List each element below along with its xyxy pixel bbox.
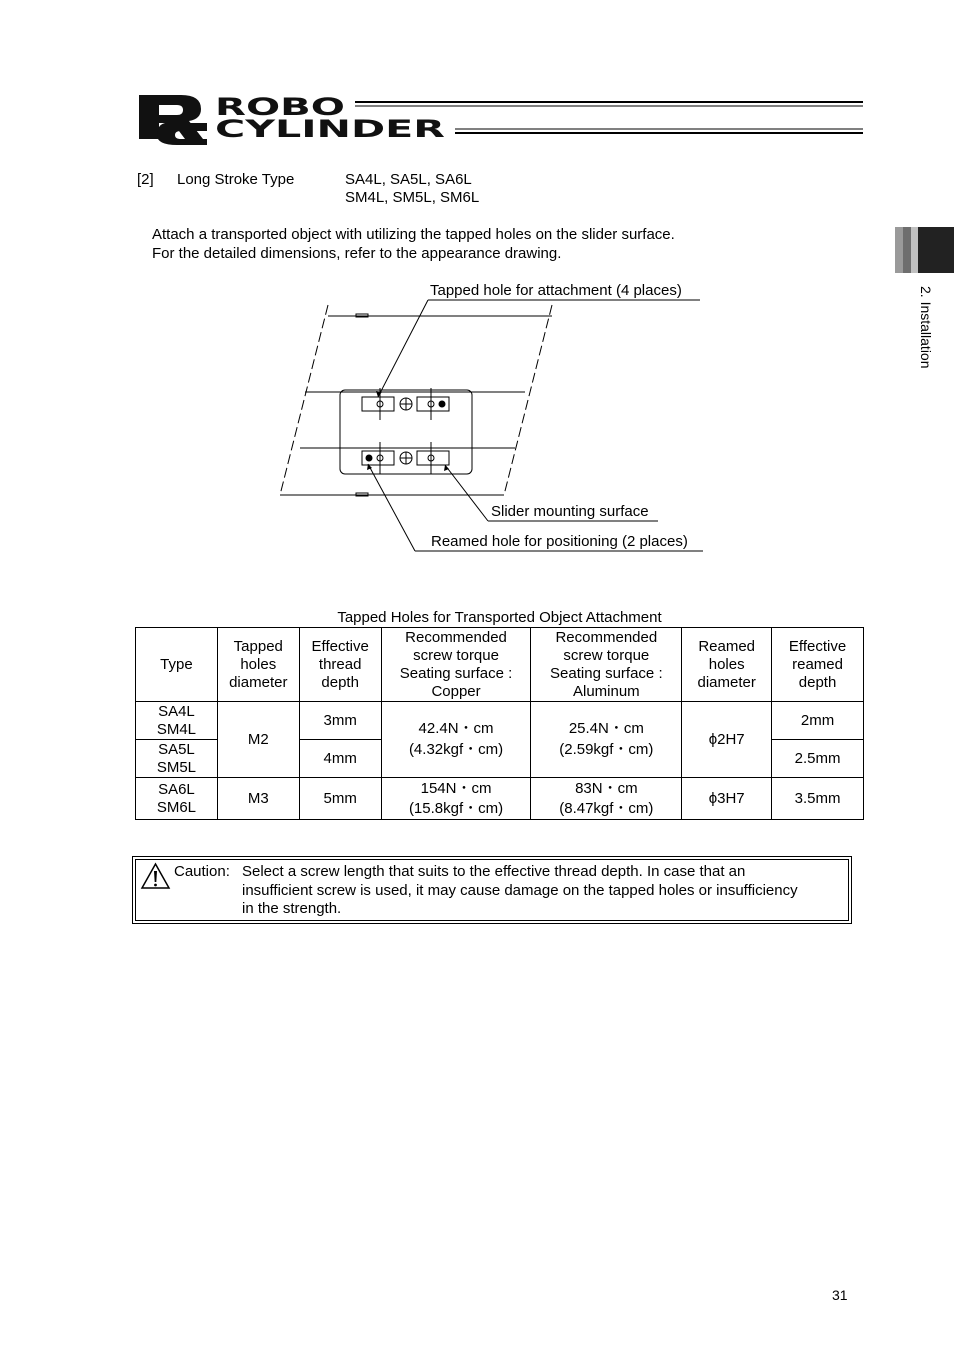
table-caption: Tapped Holes for Transported Object Attachment	[337, 609, 662, 626]
warning-triangle-icon	[140, 862, 171, 890]
page-number: 31	[832, 1287, 848, 1303]
header-thread-depth: Effective thread depth	[299, 628, 381, 702]
section-title: Long Stroke Type	[177, 171, 295, 188]
table-header-row	[136, 628, 864, 702]
robo-cylinder-logo	[137, 93, 865, 145]
caution-text: Select a screw length that suits to the effective thread depth. In case that an insufficient screw is used, it may cause damage on the tapped holes or insufficiency in the strength.	[242, 863, 798, 917]
cell-tapped-diameter: M3	[217, 778, 299, 820]
cell-torque-aluminum: 83N・cm (8.47kgf・cm)	[531, 778, 682, 820]
table-row	[136, 702, 864, 740]
cell-thread-depth: 5mm	[299, 778, 381, 820]
header-torque-copper: Recommended screw torque Seating surface : Copper	[381, 628, 531, 702]
header-reamed-depth: Effective reamed depth	[772, 628, 864, 702]
cell-type: SA4L SM4L	[136, 702, 218, 740]
cell-type: SA6L SM6L	[136, 778, 218, 820]
intro-line2: For the detailed dimensions, refer to the appearance drawing.	[152, 245, 562, 262]
header-tapped-diameter: Tapped holes diameter	[217, 628, 299, 702]
logo-text-robo: ROBO	[215, 93, 345, 121]
cell-torque-copper: 154N・cm (15.8kgf・cm)	[381, 778, 531, 820]
logo-text-cylinder: CYLINDER	[215, 115, 445, 143]
table-row	[136, 778, 864, 820]
section-models-line1: SA4L, SA5L, SA6L	[345, 171, 472, 188]
label-slider-surface: Slider mounting surface	[491, 503, 649, 520]
cell-reamed-depth: 3.5mm	[772, 778, 864, 820]
intro-line1: Attach a transported object with utilizing the tapped holes on the slider surface.	[152, 226, 675, 243]
section-number: [2]	[137, 171, 154, 188]
label-reamed-hole: Reamed hole for positioning (2 places)	[431, 533, 688, 550]
cell-torque-aluminum: 25.4N・cm (2.59kgf・cm)	[531, 702, 682, 778]
cell-torque-copper: 42.4N・cm (4.32kgf・cm)	[381, 702, 531, 778]
caution-label: Caution:	[174, 863, 230, 880]
cell-thread-depth: 4mm	[299, 740, 381, 778]
header-torque-aluminum: Recommended screw torque Seating surface : Aluminum	[531, 628, 682, 702]
tapped-holes-table	[135, 627, 864, 820]
cell-reamed-depth: 2mm	[772, 702, 864, 740]
cell-reamed-diameter: ϕ3H7	[682, 778, 772, 820]
cell-reamed-diameter: ϕ2H7	[682, 702, 772, 778]
header-type: Type	[136, 628, 218, 702]
chapter-label: 2. Installation	[918, 286, 934, 369]
chapter-tab-marker	[895, 227, 954, 273]
section-models-line2: SM4L, SM5L, SM6L	[345, 189, 480, 206]
cell-reamed-depth: 2.5mm	[772, 740, 864, 778]
label-tapped-hole: Tapped hole for attachment (4 places)	[430, 282, 682, 299]
cell-thread-depth: 3mm	[299, 702, 381, 740]
cell-type: SA5L SM5L	[136, 740, 218, 778]
header-reamed-diameter: Reamed holes diameter	[682, 628, 772, 702]
cell-tapped-diameter: M2	[217, 702, 299, 778]
